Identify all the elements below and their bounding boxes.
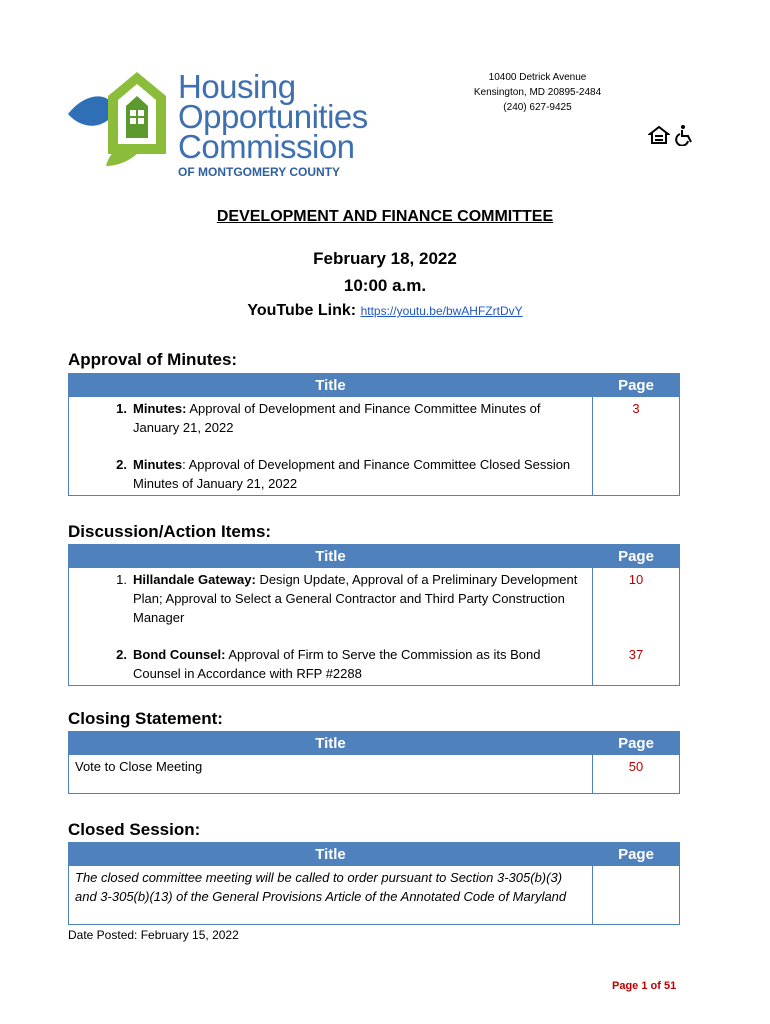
logo-line-commission: Commission bbox=[178, 128, 355, 165]
date-posted: Date Posted: February 15, 2022 bbox=[68, 928, 239, 942]
address-city: Kensington, MD 20895-2484 bbox=[473, 87, 602, 98]
discussion-table bbox=[68, 544, 680, 686]
table-row bbox=[69, 755, 680, 794]
closed-text: The closed committee meeting will be called to order pursuant to Section 3-305(b)(3) and 3-305(b)(13) of the General Provisions Article of the Annotated Code of Maryland bbox=[69, 866, 593, 925]
address-street: 10400 Detrick Avenue bbox=[488, 72, 587, 83]
page-number bbox=[593, 866, 680, 925]
col-page: Page bbox=[593, 545, 680, 568]
table-row bbox=[69, 397, 680, 496]
logo-line-opportunities: Opportunities bbox=[178, 98, 368, 135]
page-number: 50 bbox=[593, 755, 680, 794]
col-title: Title bbox=[69, 374, 593, 397]
agenda-item: 2. Minutes: Approval of Development and Finance Committee Closed Session Minutes of January 21, 2022 bbox=[116, 457, 571, 491]
col-title: Title bbox=[69, 732, 593, 755]
committee-title: DEVELOPMENT AND FINANCE COMMITTEE bbox=[216, 208, 554, 225]
agenda-item: 1. Hillandale Gateway: Design Update, Approval of a Preliminary Development Plan; Approval to Select a General Contractor and Third Party Construction Manager bbox=[116, 572, 578, 625]
col-page: Page bbox=[593, 374, 680, 397]
accessibility-icon bbox=[674, 124, 696, 146]
col-title: Title bbox=[69, 545, 593, 568]
address-block bbox=[460, 70, 615, 115]
agenda-item: 1. Minutes: Approval of Development and Finance Committee Minutes of January 21, 2022 bbox=[116, 401, 541, 435]
section-heading-discussion: Discussion/Action Items: bbox=[68, 522, 272, 541]
section-heading-minutes: Approval of Minutes: bbox=[68, 350, 238, 369]
closing-table bbox=[68, 731, 680, 794]
house-leaf-icon bbox=[66, 66, 176, 166]
hoc-logo bbox=[66, 66, 368, 179]
table-row bbox=[69, 866, 680, 925]
equal-housing-icon bbox=[648, 124, 670, 146]
minutes-table bbox=[68, 373, 680, 496]
page-number: 37 bbox=[628, 647, 644, 662]
col-title: Title bbox=[69, 843, 593, 866]
header-icons bbox=[648, 124, 696, 151]
youtube-link[interactable]: https://youtu.be/bwAHFZrtDvY bbox=[360, 304, 523, 318]
page-number: 10 bbox=[628, 572, 644, 587]
address-phone: (240) 627-9425 bbox=[503, 102, 572, 113]
page-number: 3 bbox=[593, 397, 680, 496]
meeting-time: 10:00 a.m. bbox=[343, 276, 427, 295]
meeting-date: February 18, 2022 bbox=[313, 249, 457, 268]
section-heading-closed: Closed Session: bbox=[68, 820, 201, 839]
youtube-label: YouTube Link: bbox=[247, 302, 357, 319]
closed-table bbox=[68, 842, 680, 925]
logo-line-housing: Housing bbox=[178, 68, 296, 105]
col-page: Page bbox=[593, 732, 680, 755]
page-indicator: Page 1 of 51 bbox=[612, 980, 677, 992]
closing-text: Vote to Close Meeting bbox=[69, 755, 593, 794]
agenda-item: 2. Bond Counsel: Approval of Firm to Serve the Commission as its Bond Counsel in Accordance with RFP #2288 bbox=[116, 647, 541, 681]
section-heading-closing: Closing Statement: bbox=[68, 709, 223, 728]
youtube-line bbox=[0, 302, 770, 320]
table-row bbox=[69, 568, 680, 686]
col-page: Page bbox=[593, 843, 680, 866]
logo-line-county: OF MONTGOMERY COUNTY bbox=[178, 165, 340, 179]
